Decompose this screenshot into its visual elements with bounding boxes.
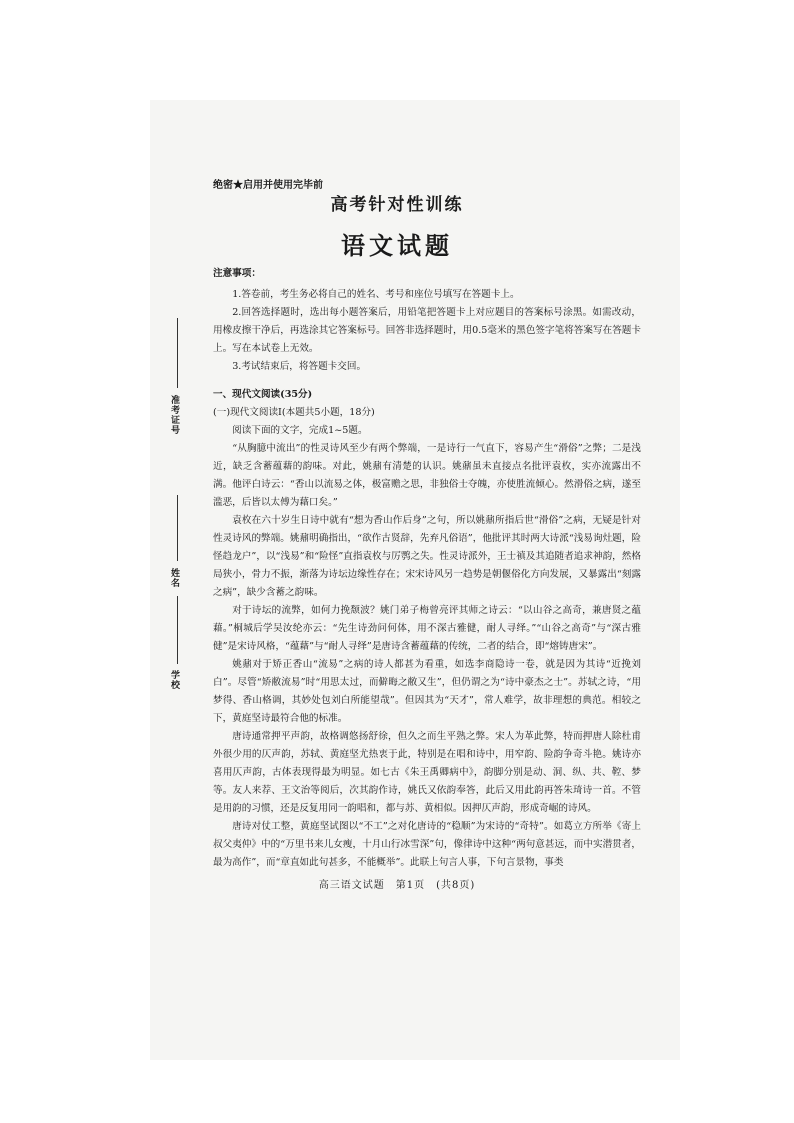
school-label: 学校 xyxy=(169,670,179,690)
confidential-mark: 绝密★启用并使用完毕前 xyxy=(213,180,323,191)
passage-paragraph: 唐诗通常押平声韵，故格调悠扬舒徐，但久之而生平熟之弊。宋人为革此弊，特而押唐人除杜甫外很少用的仄声韵，苏轼、黄庭坚尤热衷于此，特别是在唱和诗中，用窄韵、险韵争奇斗艳。姚诗亦喜用仄声韵，古体表现得最为明显。如七古《朱王禹卿病中》，韵脚分别是动、洞、纵、共、鞚、梦等。友人来荐、王文治等阅后，次其韵作诗，姚氏又依韵奉答，此后又用此韵再答朱琦诗一首。不管是用韵的习惯，还是反复用同一韵唱和，都与苏、黄相似。因押仄声韵，形成奇崛的诗风。 xyxy=(213,731,641,814)
notice-heading: 注意事项： xyxy=(213,268,261,279)
section-subtitle: (一)现代文阅读Ⅰ(本题共5小题，18分) xyxy=(213,407,375,418)
spacer xyxy=(213,376,641,386)
page-footer: 高三语文试题 第1页 (共8页) xyxy=(318,880,476,891)
exam-number-label: 准考证号 xyxy=(169,395,179,435)
notice-item: 3.考试结束后，将答题卡交回。 xyxy=(232,361,367,372)
passage-paragraph: 对于诗坛的流弊，如何力挽颓波？姚门弟子梅曾亮评其师之诗云：“以山谷之高奇，兼唐贤之蕴藉。”桐城后学吴汝纶亦云：“先生诗劲问何体，用不深古雅健，耐人寻绎。”“山谷之高奇”与“深古雅健”是宋诗风格，“蕴藉”与“耐人寻绎”是唐诗含蓄蕴藉的传统，二者的结合，即“熔铸唐宋”。 xyxy=(213,605,641,652)
passage-paragraph: “从胸臆中流出”的性灵诗风至少有两个弊端，一是诗行一气直下，容易产生“滑俗”之弊；二是浅近，缺乏含蓄蕴藉的韵味。对此，姚鼐有清楚的认识。姚鼐虽未直接点名批评袁枚，实亦流露出不满。他评白诗云：“香山以流易之体，极富赡之思，非独俗士夺魄，亦使胜流倾心。然滑俗之病，遂至滥恶，后皆以太傅为藉口矣。” xyxy=(213,443,641,508)
notice-item: 2.回答选择题时，选出每小题答案后，用铅笔把答题卡上对应题目的答案标号涂黑。如需改动，用橡皮擦干净后，再选涂其它答案标号。回答非选择题时，用0.5毫米的黑色签字笔将答案写在答题卡上。写在本试卷上无效。 xyxy=(213,307,641,354)
exam-content xyxy=(213,265,641,872)
exam-title: 高考针对性训练 xyxy=(330,195,464,215)
name-line xyxy=(177,495,178,561)
section-title: 一、现代文阅读(35分) xyxy=(213,389,313,400)
passage-paragraph: 袁枚在六十岁生日诗中就有“想为香山作后身”之句，所以姚鼐所指后世“滑俗”之病，无疑是针对性灵诗风的弊端。姚鼐明确指出，“欲作古贤辞，先弃凡俗语”，他批评其时两大诗派“浅易询灶题，险怪趋龙户”，以“浅易”和“险怪”直指袁枚与厉鹗之失。性灵诗派外，王士禛及其追随者追求神韵，然格局狭小，骨力不振，渐落为诗坛边缘性存在；宋宋诗风另一趋势是朝偃俗化方向发展，又暴露出“刻露之病”，缺少含蓄之韵味。 xyxy=(213,515,641,598)
name-label: 姓名 xyxy=(169,568,179,588)
exam-number-line xyxy=(177,318,178,388)
notice-item: 1.答卷前，考生务必将自己的姓名、考号和座位号填写在答题卡上。 xyxy=(232,289,520,300)
exam-subtitle: 语文试题 xyxy=(341,231,453,260)
school-line xyxy=(177,596,178,664)
passage-paragraph: 唐诗对仗工整，黄庭坚试图以“不工”之对化唐诗的“稳顺”为宋诗的“奇特”。如葛立方所举《寄上叔父夷仲》中的“万里书来儿女瘦，十月山行冰雪深”句，像律诗中这种“两句意甚远，而中实潜贯者，最为高作”，而“章直如此句甚多，不能概举”。此联上句言人事，下句言景物，事类 xyxy=(213,821,641,868)
passage-paragraph: 姚鼐对于矫正香山“流易”之病的诗人都甚为看重，如选李商隐诗一卷，就是因为其诗“近挽刘白”。尽管“矫敝流易”时“用思太过，而僻晦之敝又生”，但仍谓之为“诗中豪杰之士”。苏轼之诗，“用梦得、香山格调，其妙处包刘白所能望哉”。但因其为“天才”，常人难学，故非理想的典范。相较之下，黄庭坚诗最符合他的标准。 xyxy=(213,659,641,724)
reading-instruction: 阅读下面的文字，完成1~5题。 xyxy=(232,425,368,436)
